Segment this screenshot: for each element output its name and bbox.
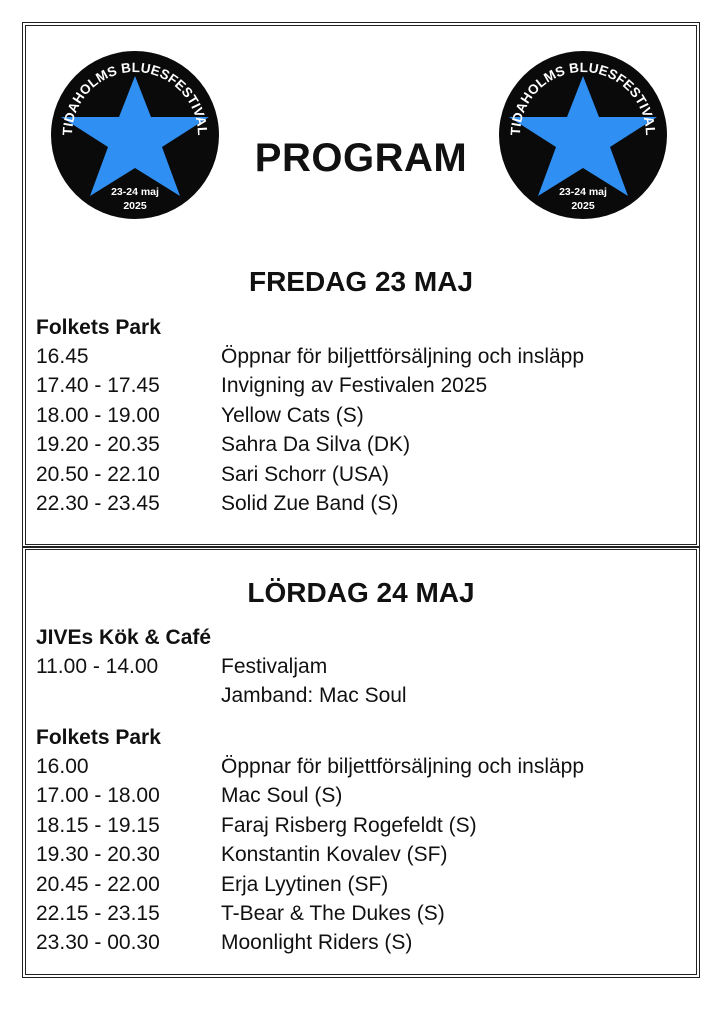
- friday-schedule: [36, 342, 676, 518]
- logo-date: 23-24 maj: [559, 186, 607, 198]
- schedule-row: [36, 681, 676, 710]
- time: 20.50 - 22.10: [36, 462, 160, 486]
- logo-arc-text: TIDAHOLMS BLUESFESTIVAL: [59, 59, 211, 136]
- act: Moonlight Riders (S): [221, 931, 413, 955]
- saturday-heading: LÖRDAG 24 MAJ: [247, 577, 475, 608]
- act: Öppnar för biljettförsäljning och insläpp: [221, 755, 585, 778]
- time: 11.00 - 14.00: [36, 655, 159, 678]
- schedule-row: [36, 401, 676, 430]
- time: 20.45 - 22.00: [36, 872, 160, 896]
- act: T-Bear & The Dukes (S): [221, 901, 445, 925]
- time: 22.30 - 23.45: [36, 491, 160, 515]
- time: 19.20 - 20.35: [36, 433, 160, 457]
- schedule-row: [36, 342, 676, 371]
- time: 19.30 - 20.30: [36, 843, 160, 867]
- act: Festivaljam: [221, 655, 328, 678]
- act: Erja Lyytinen (SF): [221, 872, 389, 896]
- schedule-row: [36, 371, 676, 400]
- schedule-row: [36, 899, 676, 928]
- logo-date: 23-24 maj: [111, 186, 159, 198]
- time: 23.30 - 00.30: [36, 931, 160, 955]
- act: Sari Schorr (USA): [221, 462, 390, 486]
- time: 16.45: [36, 345, 89, 368]
- schedule-row: [36, 752, 676, 781]
- act: Konstantin Kovalev (SF): [221, 843, 448, 867]
- act: Jamband: Mac Soul: [221, 684, 407, 708]
- logo-arc-text: TIDAHOLMS BLUESFESTIVAL: [507, 59, 659, 136]
- schedule-row: [36, 811, 676, 840]
- saturday-venue-park: Folkets Park: [36, 726, 161, 749]
- time: 17.00 - 18.00: [36, 784, 160, 808]
- time: 16.00: [36, 755, 89, 778]
- schedule-row: [36, 781, 676, 810]
- schedule-row: [36, 928, 676, 957]
- festival-logo-right: [498, 50, 668, 220]
- schedule-row: [36, 870, 676, 899]
- act: Mac Soul (S): [221, 784, 343, 808]
- festival-logo-left: [50, 50, 220, 220]
- act: Invigning av Festivalen 2025: [221, 374, 488, 398]
- schedule-row: [36, 840, 676, 869]
- time: [36, 681, 221, 710]
- act: Faraj Risberg Rogefeldt (S): [221, 813, 477, 837]
- schedule-row: [36, 652, 676, 681]
- logo-year: 2025: [123, 200, 147, 212]
- time: 18.00 - 19.00: [36, 403, 160, 427]
- friday-heading: FREDAG 23 MAJ: [248, 266, 474, 297]
- page-title: PROGRAM: [254, 136, 468, 180]
- time: 17.40 - 17.45: [36, 374, 160, 398]
- time: 22.15 - 23.15: [36, 901, 160, 925]
- act: Öppnar för biljettförsäljning och insläpp: [221, 345, 585, 368]
- act: Sahra Da Silva (DK): [221, 433, 411, 457]
- saturday-schedule-jives: [36, 652, 676, 711]
- saturday-schedule-park: [36, 752, 676, 958]
- friday-venue: Folkets Park: [36, 316, 161, 339]
- schedule-row: [36, 489, 676, 518]
- schedule-row: [36, 430, 676, 459]
- logo-year: 2025: [571, 200, 595, 212]
- act: Yellow Cats (S): [221, 403, 364, 427]
- saturday-venue-jives: JIVEs Kök & Café: [36, 626, 212, 649]
- act: Solid Zue Band (S): [221, 491, 399, 515]
- time: 18.15 - 19.15: [36, 813, 160, 837]
- schedule-row: [36, 460, 676, 489]
